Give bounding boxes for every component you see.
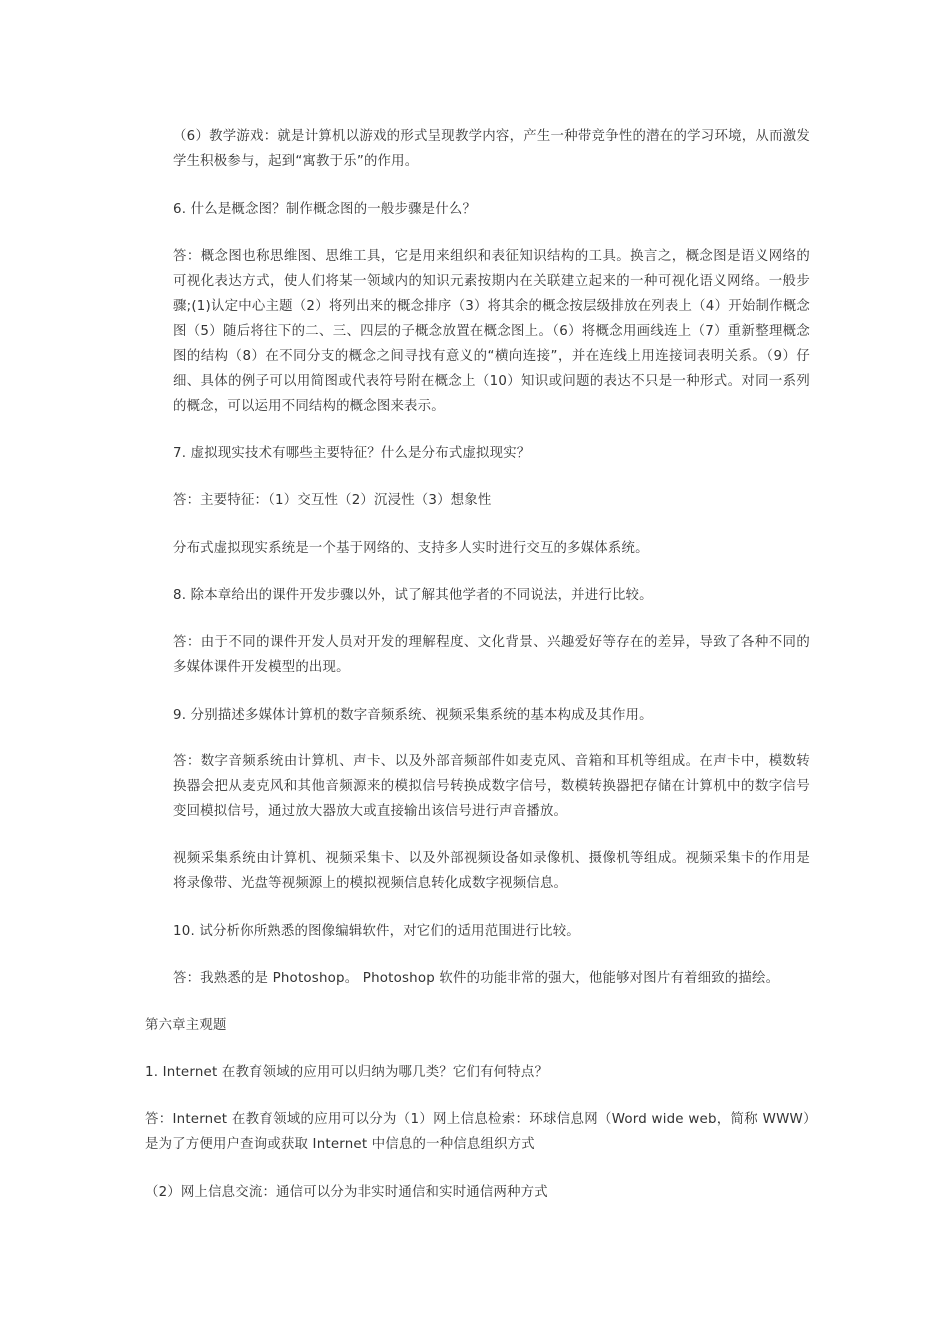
answer-7-distributed: 分布式虚拟现实系统是一个基于网络的、支持多人实时进行交互的多媒体系统。 xyxy=(173,541,649,556)
question-7: 7. 虚拟现实技术有哪些主要特征？什么是分布式虚拟现实？ xyxy=(173,446,531,461)
question-10: 10. 试分析你所熟悉的图像编辑软件，对它们的适用范围进行比较。 xyxy=(173,924,580,939)
answer-7-features: 答：主要特征：（1）交互性（2）沉浸性（3）想象性 xyxy=(173,493,492,508)
chapter6-question-1: 1. Internet 在教育领域的应用可以归纳为哪几类？它们有何特点？ xyxy=(145,1065,549,1080)
question-9: 9. 分别描述多媒体计算机的数字音频系统、视频采集系统的基本构成及其作用。 xyxy=(173,708,653,723)
question-6: 6. 什么是概念图？制作概念图的一般步骤是什么？ xyxy=(173,202,477,217)
answer-6: 答：概念图也称思维图、思维工具，它是用来组织和表征知识结构的工具。换言之，概念图是语义网络的可视化表达方式，使人们将某一领域内的知识元素按期内在关联建立起来的一种可视化语义网络。一般步骤;(1)认定中心主题（2）将列出来的概念排序（3）将其余的概念按层级排放在列表上（4）开始制作概念图（5）随后将往下的二、三、四层的子概念放置在概念图上。（6）将概念用画线连上（7）重新整理概念图的结构（8）在不同分支的概念之间寻找有意义的“横向连接”，并在连线上用连接词表明关系。（9）仔细、具体的例子可以用简图或代表符号附在概念上（10）知识或问题的表达不只是一种形式。对同一系列的概念，可以运用不同结构的概念图来表示。 xyxy=(173,249,810,414)
chapter6-answer-1: 答：Internet 在教育领域的应用可以分为（1）网上信息检索：环球信息网（Word wide web，简称 WWW）是为了方便用户查询或获取 Internet 中信息的一种信息组织方式 xyxy=(145,1112,810,1152)
answer-9-audio: 答：数字音频系统由计算机、声卡、以及外部音频部件如麦克风、音箱和耳机等组成。在声卡中，模数转换器会把从麦克风和其他音频源来的模拟信号转换成数字信号，数模转换器把存储在计算机中的数字信号变回模拟信号，通过放大器放大或直接输出该信号进行声音播放。 xyxy=(173,754,810,819)
answer-8: 答：由于不同的课件开发人员对开发的理解程度、文化背景、兴趣爱好等存在的差异，导致了各种不同的多媒体课件开发模型的出现。 xyxy=(173,635,810,675)
paragraph-teaching-game: （6）教学游戏：就是计算机以游戏的形式呈现教学内容，产生一种带竞争性的潜在的学习环境，从而激发学生积极参与，起到“寓教于乐”的作用。 xyxy=(173,129,810,169)
question-8: 8. 除本章给出的课件开发步骤以外，试了解其他学者的不同说法，并进行比较。 xyxy=(173,588,653,603)
answer-10: 答：我熟悉的是 Photoshop。 Photoshop 软件的功能非常的强大，他能够对图片有着细致的描绘。 xyxy=(173,971,780,986)
answer-9-video: 视频采集系统由计算机、视频采集卡、以及外部视频设备如录像机、摄像机等组成。视频采集卡的作用是将录像带、光盘等视频源上的模拟视频信息转化成数字视频信息。 xyxy=(173,851,810,891)
chapter-heading: 第六章主观题 xyxy=(145,1018,227,1033)
chapter6-answer-1-part-2: （2）网上信息交流：通信可以分为非实时通信和实时通信两种方式 xyxy=(145,1185,548,1200)
